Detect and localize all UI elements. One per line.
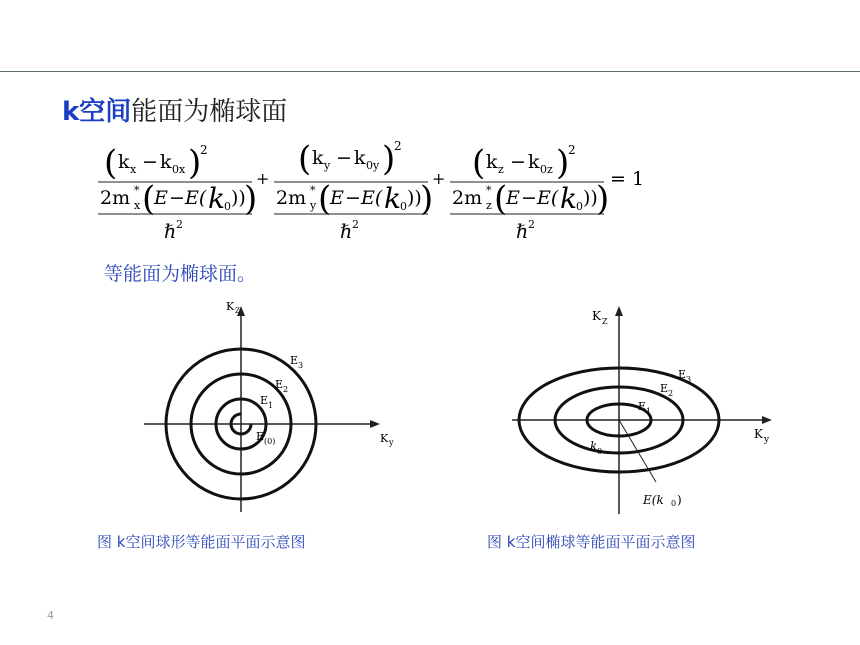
- label-e2: E: [660, 382, 669, 395]
- effective-mass-star: *: [486, 184, 492, 197]
- slide-heading: [62, 91, 287, 128]
- paren-open: (: [298, 139, 312, 179]
- energy-E: E: [506, 187, 520, 209]
- energy-E-of: E(: [185, 187, 207, 209]
- paren-close: ): [382, 139, 396, 179]
- ky-axis-label-sub: y: [389, 438, 394, 447]
- ky-arrow-icon: [762, 416, 772, 424]
- paren-open: (: [104, 143, 118, 183]
- caption-spherical: 图 k空间球形等能面平面示意图: [97, 533, 306, 551]
- close-parens: )): [407, 187, 422, 209]
- label-e3: E: [290, 354, 299, 367]
- ky-arrow-icon: [370, 420, 380, 428]
- subtext: 等能面为椭球面。: [104, 263, 257, 285]
- numerator-k-sub: z: [498, 163, 504, 176]
- minus-sign: −: [169, 187, 185, 209]
- kz-axis-label-sub: Z: [602, 317, 608, 326]
- hbar-exponent: 2: [528, 218, 535, 231]
- bottom-label-close: ): [677, 493, 682, 507]
- minus-sign: −: [521, 187, 537, 209]
- paren-open: (: [472, 143, 486, 183]
- label-e3-sub: 3: [686, 375, 692, 384]
- effective-mass-sub: x: [134, 199, 141, 212]
- equation-term-z: [450, 143, 609, 243]
- hbar: ℏ: [164, 221, 177, 243]
- energy-E-of: E(: [361, 187, 383, 209]
- effective-mass-star: *: [310, 184, 316, 197]
- hbar-exponent: 2: [176, 218, 183, 231]
- effective-mass-sub: z: [486, 199, 492, 212]
- label-e3-sub: 3: [298, 361, 304, 370]
- paren-close: ): [420, 179, 434, 219]
- two-m: 2m: [276, 187, 307, 209]
- wavevector-sub: 0: [224, 200, 231, 213]
- minus-sign: −: [336, 147, 352, 169]
- minus-sign: −: [142, 151, 158, 173]
- paren-close: ): [188, 143, 202, 183]
- label-e0: E: [256, 430, 265, 443]
- two-m: 2m: [100, 187, 131, 209]
- numerator-k: k: [312, 147, 324, 169]
- heading-text: 能面为椭球面: [131, 97, 288, 127]
- wavevector-k: k: [384, 182, 401, 215]
- energy-E-of: E(: [537, 187, 559, 209]
- paren-open: (: [142, 179, 156, 219]
- ellipsoid-energy-surface-figure: [508, 296, 793, 516]
- numerator-k0: k: [354, 147, 366, 169]
- center-label-k0-sub: 0: [597, 447, 603, 456]
- hbar: ℏ: [516, 221, 529, 243]
- equation-term-x: [98, 143, 257, 243]
- bottom-label-sub: 0: [671, 499, 677, 508]
- label-e0-sub: (0): [264, 437, 276, 446]
- hbar-exponent: 2: [352, 218, 359, 231]
- numerator-k-sub: x: [130, 163, 137, 176]
- label-e1: E: [260, 394, 269, 407]
- square-exponent: 2: [200, 143, 208, 157]
- equation-term-y: [274, 139, 433, 243]
- hbar: ℏ: [340, 221, 353, 243]
- paren-open: (: [494, 179, 508, 219]
- label-e2-sub: 2: [283, 385, 289, 394]
- close-parens: )): [583, 187, 598, 209]
- kz-axis-label: K: [226, 300, 235, 313]
- two-m: 2m: [452, 187, 483, 209]
- numerator-k-sub: y: [324, 159, 331, 172]
- paren-close: ): [596, 179, 610, 219]
- heading-keyword: k空间: [62, 97, 132, 127]
- wavevector-sub: 0: [400, 200, 407, 213]
- numerator-k0-sub: 0z: [540, 163, 553, 176]
- center-label-k0: k: [590, 439, 598, 453]
- kz-axis-label: K: [592, 309, 601, 323]
- ellipsoid-equation: [96, 138, 656, 248]
- spherical-energy-surface-figure: [140, 296, 410, 516]
- caption-ellipsoid: 图 k空间椭球等能面平面示意图: [487, 533, 696, 551]
- header-divider: [0, 71, 860, 72]
- numerator-k: k: [118, 151, 130, 173]
- energy-E: E: [154, 187, 168, 209]
- numerator-k0: k: [160, 151, 172, 173]
- page-number: 4: [47, 609, 54, 622]
- plus-sign: +: [432, 169, 446, 188]
- wavevector-k: k: [560, 182, 577, 215]
- wavevector-sub: 0: [576, 200, 583, 213]
- wavevector-k: k: [208, 182, 225, 215]
- energy-E: E: [330, 187, 344, 209]
- minus-sign: −: [510, 151, 526, 173]
- label-e1: E: [638, 400, 647, 413]
- numerator-k0-sub: 0y: [366, 159, 380, 172]
- paren-close: ): [556, 143, 570, 183]
- square-exponent: 2: [568, 143, 576, 157]
- label-e2-sub: 2: [668, 389, 674, 398]
- ky-axis-label-sub: y: [764, 435, 770, 445]
- plus-sign: +: [256, 169, 270, 188]
- numerator-k0-sub: 0x: [172, 163, 186, 176]
- numerator-k: k: [486, 151, 498, 173]
- minus-sign: −: [345, 187, 361, 209]
- ky-axis-label: K: [380, 432, 389, 445]
- kz-axis-label-sub: Z: [235, 307, 240, 315]
- paren-open: (: [318, 179, 332, 219]
- kz-arrow-icon: [615, 306, 623, 316]
- label-e3: E: [678, 368, 687, 381]
- bottom-label: E(k: [643, 493, 664, 507]
- ky-axis-label: K: [754, 427, 763, 441]
- close-parens: )): [231, 187, 246, 209]
- numerator-k0: k: [528, 151, 540, 173]
- label-e2: E: [275, 378, 284, 391]
- equals-one: = 1: [610, 168, 645, 190]
- label-e1-sub: 1: [268, 401, 274, 410]
- effective-mass-star: *: [134, 184, 140, 197]
- label-e1-sub: 1: [646, 407, 652, 416]
- paren-close: ): [244, 179, 258, 219]
- effective-mass-sub: y: [310, 199, 317, 212]
- square-exponent: 2: [394, 139, 402, 153]
